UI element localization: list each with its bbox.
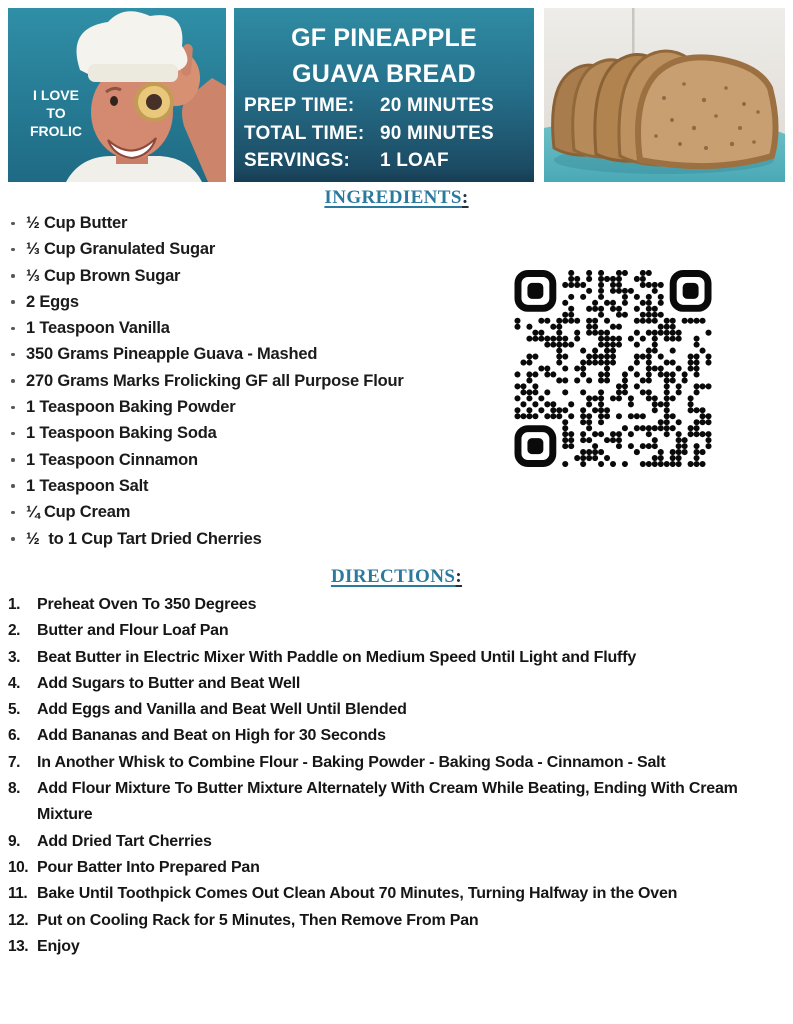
direction-step: Add Dried Tart Cherries [37, 832, 212, 850]
recipe-meta [244, 92, 524, 175]
direction-step: Add Sugars to Butter and Beat Well [37, 674, 301, 692]
ingredient-item: ⅓ Cup Brown Sugar [8, 263, 488, 289]
direction-step: Preheat Oven To 350 Degrees [37, 596, 257, 613]
prep-time-label: PREP TIME: [244, 95, 355, 116]
chef-photo-caption-line: FROLIC [29, 123, 83, 139]
prep-time-row [244, 92, 524, 120]
ingredient-item: ½ Cup Butter [8, 210, 488, 236]
direction-step: In Another Whisk to Combine Flour - Baking Powder - Baking Soda - Cinnamon - Salt [37, 753, 666, 771]
directions-heading-colon: : [455, 566, 463, 587]
direction-step: Add Bananas and Beat on High for 30 Seconds [37, 727, 386, 745]
chef-photo-caption-line: I LOVE [33, 87, 79, 103]
direction-step: Add Flour Mixture To Butter Mixture Alternately With Cream While Beating, Ending With Cream Mixture [37, 780, 738, 824]
qr-finder-top-right [673, 273, 708, 308]
servings-value: 1 LOAF [380, 150, 449, 171]
direction-step: Add Eggs and Vanilla and Beat Well Until Blended [37, 701, 407, 719]
qr-finder-top-left [518, 273, 553, 308]
ingredients-heading-text: INGREDIENTS [324, 187, 462, 208]
servings-row [244, 147, 524, 175]
qr-dot-matrix [514, 270, 711, 467]
ingredient-item: ½ to 1 Cup Tart Dried Cherries [8, 526, 488, 552]
direction-step: Beat Butter in Electric Mixer With Paddle on Medium Speed Until Light and Fluffy [37, 648, 637, 666]
direction-step: Enjoy [37, 937, 80, 955]
chef-photo-illustration [8, 8, 226, 182]
directions-heading-text: DIRECTIONS [330, 566, 456, 587]
prep-time-value: 20 MINUTES [380, 95, 494, 116]
ingredients-heading-colon: : [461, 187, 469, 208]
ingredient-item: ¼ Cup Cream [8, 499, 488, 525]
ingredient-item: ⅓ Cup Granulated Sugar [8, 236, 488, 262]
ingredient-item: 2 Eggs [8, 289, 488, 315]
chef-photo [8, 8, 226, 182]
ring-hole [146, 94, 162, 110]
qr-finder-bottom-left [518, 429, 553, 464]
total-time-row [244, 120, 524, 148]
servings-label: SERVINGS: [244, 150, 350, 171]
direction-step: Pour Batter Into Prepared Pan [37, 858, 260, 876]
ingredients-heading [0, 187, 793, 209]
bread-photo-illustration [544, 8, 785, 182]
directions-heading [0, 566, 793, 588]
wall-corner-line [632, 8, 635, 54]
chef-eye [110, 96, 118, 106]
chef-photo-caption-line: TO [46, 105, 66, 121]
direction-step: Put on Cooling Rack for 5 Minutes, Then Remove From Pan [37, 911, 479, 929]
ingredient-item: 1 Teaspoon Baking Powder [8, 394, 488, 420]
ingredient-item: 350 Grams Pineapple Guava - Mashed [8, 341, 488, 367]
directions-list [8, 592, 786, 960]
qr-code-graphic [514, 270, 712, 467]
total-time-value: 90 MINUTES [380, 122, 494, 144]
ingredient-item: 1 Teaspoon Salt [8, 473, 488, 499]
direction-step: Butter and Flour Loaf Pan [37, 622, 229, 640]
bread-photo [544, 8, 785, 182]
recipe-info-card [234, 8, 534, 182]
ingredients-list [8, 210, 488, 552]
chef-hat-band [88, 64, 178, 82]
ingredient-item: 270 Grams Marks Frolicking GF all Purpose Flour [8, 368, 488, 394]
recipe-title: GF PINEAPPLE GUAVA BREAD [291, 24, 477, 88]
ingredient-item: 1 Teaspoon Vanilla [8, 315, 488, 341]
total-time-label: TOTAL TIME: [244, 122, 365, 144]
ingredient-item: 1 Teaspoon Cinnamon [8, 447, 488, 473]
direction-step: Bake Until Toothpick Comes Out Clean About 70 Minutes, Turning Halfway in the Oven [37, 885, 678, 903]
qr-code [514, 270, 712, 467]
ingredient-item: 1 Teaspoon Baking Soda [8, 420, 488, 446]
